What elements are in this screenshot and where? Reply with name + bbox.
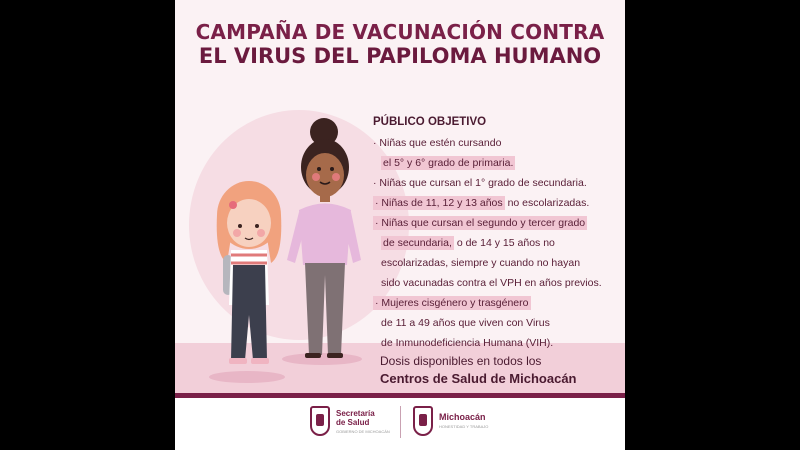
woman-figure (287, 118, 361, 358)
logo2-title: Michoacán (439, 412, 486, 422)
bullet-text-highlight: · Niñas de 11, 12 y 13 años (375, 197, 503, 209)
bullet-item (373, 133, 623, 173)
bullet-text: de Inmunodeficiencia Humana (VIH). (381, 337, 554, 349)
girl-shadow (209, 371, 285, 383)
bullet-text: o de 14 y 15 años no (456, 237, 555, 249)
target-audience-heading: PÚBLICO OBJETIVO (373, 116, 487, 128)
girl-figure (217, 181, 282, 364)
bullet-text: de 11 a 49 años que viven con Virus (381, 317, 550, 329)
bullet-text-highlight: el 5° y 6° grado de primaria. (383, 157, 514, 169)
logo1-title-a: Secretaría (336, 408, 375, 418)
logo1-subtitle: GOBIERNO DE MICHOACÁN (336, 428, 390, 434)
bullet-text-highlight: de secundaria, (383, 237, 452, 249)
bullet-text: no escolarizadas. (507, 197, 590, 209)
bullet-text: · Niñas que cursan el 1° grado de secundaria. (373, 177, 587, 189)
bullet-text-highlight: · Mujeres cisgénero y trasgénero (375, 297, 529, 309)
bullet-item (373, 193, 623, 213)
campaign-poster (175, 0, 625, 450)
availability-note (380, 354, 620, 386)
logo-divider (400, 406, 401, 438)
availability-line1: Dosis disponibles en todos los (380, 354, 542, 368)
characters-illustration (195, 105, 375, 390)
bullet-item (373, 173, 623, 193)
bullet-item (373, 213, 623, 293)
secretaria-salud-logo (310, 406, 390, 436)
target-audience-panel (373, 116, 623, 353)
state-shield-icon (310, 406, 330, 436)
poster-title-line2: EL VIRUS DEL PAPILOMA HUMANO (198, 44, 602, 68)
bullet-text: escolarizadas, siempre y cuando no hayan (381, 257, 581, 269)
footer-logos (175, 398, 625, 450)
michoacan-logo (413, 406, 488, 436)
bullet-text: sido vacunadas contra el VPH en años previos. (381, 277, 602, 289)
logo1-title-b: de Salud (336, 417, 370, 427)
bullet-text: · Niñas que estén cursando (373, 137, 502, 149)
availability-line2: Centros de Salud de Michoacán (380, 371, 577, 386)
logo2-subtitle: HONESTIDAD Y TRABAJO (439, 424, 489, 429)
poster-title-line1: CAMPAÑA DE VACUNACIÓN CONTRA (195, 20, 605, 44)
bullet-item (373, 293, 623, 353)
state-shield-icon (413, 406, 433, 436)
bullet-text-highlight: · Niñas que cursan el segundo y tercer grado (375, 217, 586, 229)
